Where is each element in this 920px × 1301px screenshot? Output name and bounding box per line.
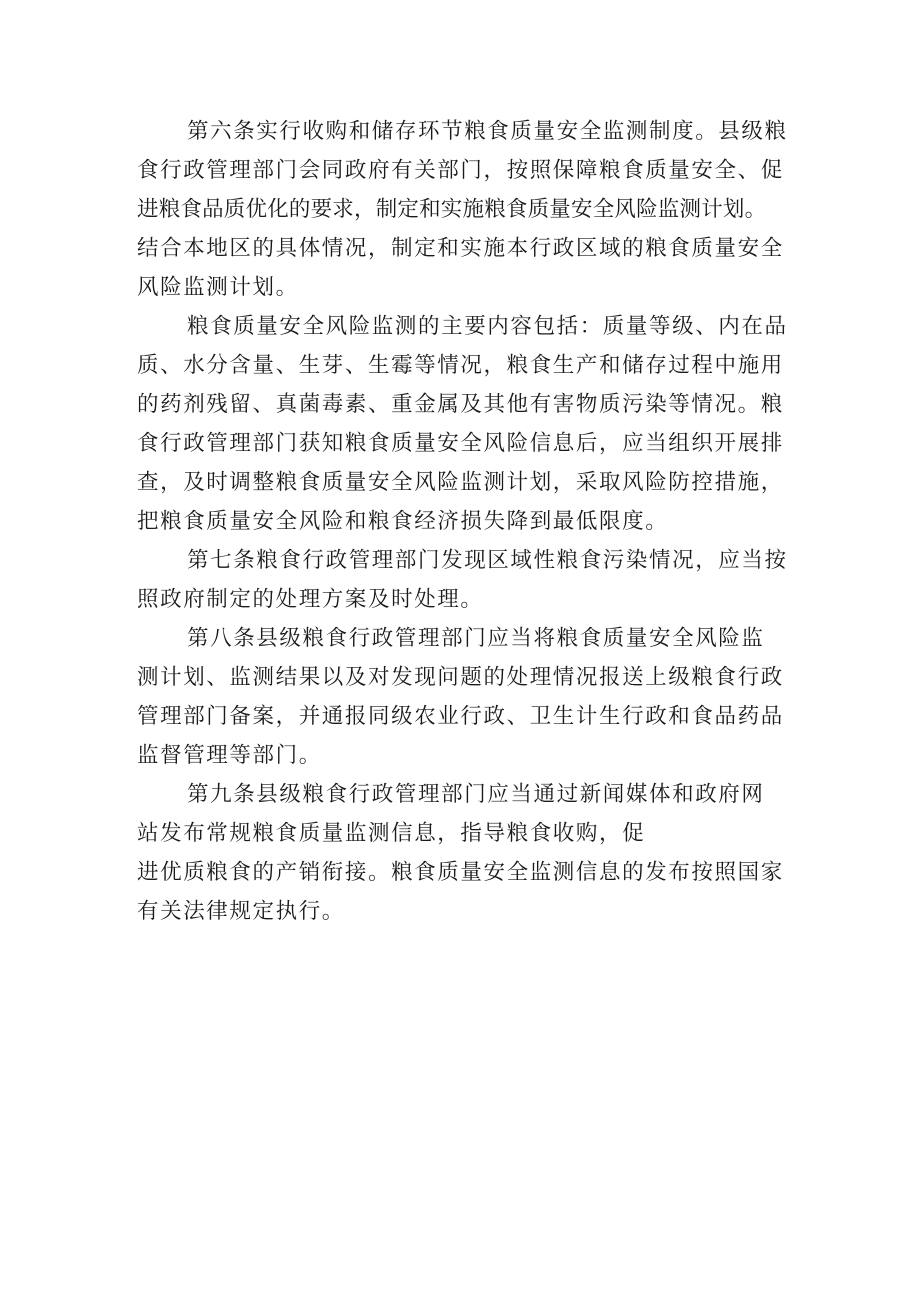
paragraph-monitoring-content [137, 307, 827, 541]
paragraph-line: 食行政管理部门会同政府有关部门，按照保障粮食质量安全、促 [137, 158, 784, 183]
paragraph-line: 把粮食质量安全风险和粮食经济损失降到最低限度。 [137, 509, 669, 534]
paragraph-line: 风险监测计划。 [137, 275, 299, 300]
paragraph-line: 进优质粮食的产销衔接。粮食质量安全监测信息的发布按照国家 [137, 860, 784, 885]
paragraph-line: 管理部门备案，并通报同级农业行政、卫生计生行政和食品药品 [137, 704, 784, 729]
paragraph-line: 测计划、监测结果以及对发现问题的处理情况报送上级粮食行政 [137, 665, 784, 690]
paragraph-line: 第八条县级粮食行政管理部门应当将粮食质量安全风险监 [187, 626, 765, 651]
document-body [137, 112, 827, 931]
paragraph-line: 食行政管理部门获知粮食质量安全风险信息后，应当组织开展排 [137, 431, 784, 456]
paragraph-line: 监督管理等部门。 [137, 743, 322, 768]
paragraph-line: 进粮食品质优化的要求，制定和实施粮食质量安全风险监测计划。 [137, 197, 767, 222]
paragraph-line: 质、水分含量、生芽、生霉等情况，粮食生产和储存过程中施用 [137, 353, 784, 378]
paragraph-line: 第七条粮食行政管理部门发现区域性粮食污染情况，应当按 [187, 548, 788, 573]
paragraph-line: 结合本地区的具体情况，制定和实施本行政区域的粮食质量安全 [137, 236, 784, 261]
paragraph-line: 查，及时调整粮食质量安全风险监测计划，采取风险防控措施， [137, 470, 784, 495]
paragraph-line: 照政府制定的处理方案及时处理。 [137, 587, 484, 612]
paragraph-line: 站发布常规粮食质量监测信息，指导粮食收购，促 [137, 821, 646, 846]
paragraph-article-6 [137, 112, 827, 307]
paragraph-line: 第六条实行收购和储存环节粮食质量安全监测制度。县级粮 [187, 119, 788, 144]
paragraph-article-9 [137, 775, 827, 931]
paragraph-article-7 [137, 541, 827, 619]
paragraph-line: 粮食质量安全风险监测的主要内容包括：质量等级、内在品 [187, 314, 788, 339]
paragraph-line: 的药剂残留、真菌毒素、重金属及其他有害物质污染等情况。粮 [137, 392, 784, 417]
paragraph-line: 有关法律规定执行。 [137, 899, 345, 924]
paragraph-article-8 [137, 619, 827, 775]
paragraph-line: 第九条县级粮食行政管理部门应当通过新闻媒体和政府网 [187, 782, 765, 807]
